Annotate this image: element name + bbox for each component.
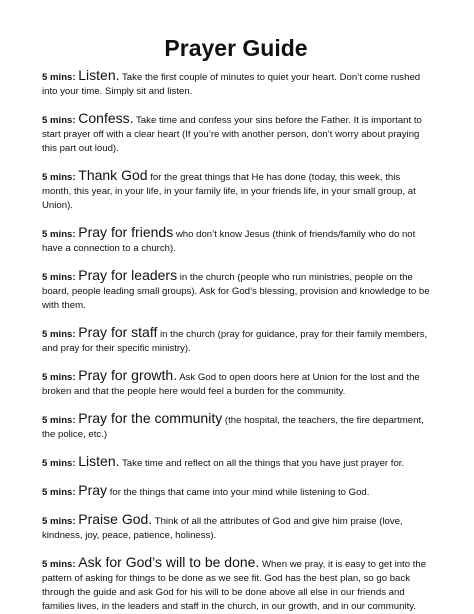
entry-text: for the things that came into your mind while listening to God. <box>109 487 370 498</box>
entry-heading: Praise God. <box>78 511 153 527</box>
entry-text: (the hospital, the teachers, the fire department, the police, etc.) <box>42 415 424 440</box>
entry-heading: Pray <box>78 482 108 498</box>
entry-duration: 5 mins: <box>42 372 76 383</box>
entry-text: Take time and reflect on all the things that you have just prayer for. <box>122 458 405 469</box>
entry-text: who don’t know Jesus (think of friends/family who do not have a connection to a church). <box>42 229 416 254</box>
entry-duration: 5 mins: <box>42 115 76 126</box>
entry-duration: 5 mins: <box>42 329 76 340</box>
entry-text: in the church (people who run ministries, people on the board, people leading small groups). Ask for God’s blessing, provision and knowledge to be with them. <box>42 272 430 311</box>
entry-heading: Listen. <box>78 453 120 469</box>
entry-thank-god <box>42 168 430 213</box>
entry-pray-for-community <box>42 411 430 442</box>
entry-text: in the church (pray for guidance, pray for their family members, and pray for their specific ministry). <box>42 329 428 354</box>
entry-duration: 5 mins: <box>42 559 76 570</box>
entry-text: Take the first couple of minutes to quiet your heart. Don’t come rushed into your time. Simply sit and listen. <box>42 72 421 97</box>
entry-heading: Pray for growth. <box>78 367 178 383</box>
entry-pray-for-growth <box>42 368 430 399</box>
entry-heading: Confess. <box>78 110 134 126</box>
entry-confess <box>42 111 430 156</box>
entry-pray-for-leaders <box>42 268 430 313</box>
entry-text: When we pray, it is easy to get into the pattern of asking for things to be done as we see fit. God has the best plan, so go back through the guide and ask God for his will to be done above all else in our friends and families lives, in the leaders and staff in the church, in our growth, and in our community. <box>42 559 427 612</box>
entry-duration: 5 mins: <box>42 272 76 283</box>
entry-listen-reflect <box>42 454 430 471</box>
entry-listen <box>42 68 430 99</box>
entry-duration: 5 mins: <box>42 229 76 240</box>
entry-heading: Pray for the community <box>78 410 223 426</box>
entry-praise-god <box>42 512 430 543</box>
entry-text: Take time and confess your sins before the Father. It is important to start prayer off with a clear heart (If you’re with another person, don’t worry about praying this part out loud). <box>42 115 422 154</box>
entry-heading: Pray for leaders <box>78 267 178 283</box>
entry-gods-will <box>42 555 430 614</box>
entry-heading: Pray for staff <box>78 324 158 340</box>
entry-duration: 5 mins: <box>42 458 76 469</box>
entry-pray-for-staff <box>42 325 430 356</box>
entry-text: Ask God to open doors here at Union for the lost and the broken and that the people here would feel a burden for the community. <box>42 372 420 397</box>
entry-duration: 5 mins: <box>42 172 76 183</box>
entry-pray <box>42 483 430 500</box>
entry-duration: 5 mins: <box>42 516 76 527</box>
entry-pray-for-friends <box>42 225 430 256</box>
entry-heading: Thank God <box>78 167 148 183</box>
entry-text: Think of all the attributes of God and give him praise (love, kindness, joy, peace, patience, holiness). <box>42 516 403 541</box>
entry-text: for the great things that He has done (today, this week, this month, this year, in your life, in your family life, in your friends life, in your small group, at Union). <box>42 172 416 211</box>
page-title: Prayer Guide <box>164 35 308 61</box>
entry-duration: 5 mins: <box>42 72 76 83</box>
entry-duration: 5 mins: <box>42 487 76 498</box>
entry-duration: 5 mins: <box>42 415 76 426</box>
entry-heading: Listen. <box>78 67 120 83</box>
entry-heading: Ask for God’s will to be done. <box>78 554 260 570</box>
entry-heading: Pray for friends <box>78 224 174 240</box>
